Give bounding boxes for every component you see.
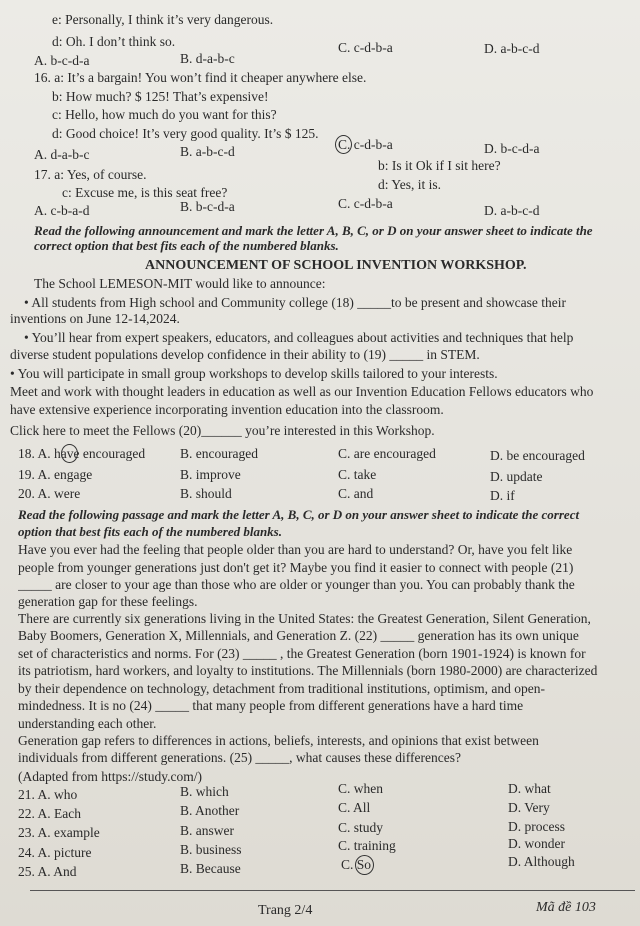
instruction-1-line-2: correct option that best fits each of the numbered blanks. — [34, 238, 339, 253]
passage-line-7: set of characteristics and norms. For (23) _____ , the Greatest Generation (born 1901-1924) is known for — [18, 646, 586, 661]
instruction-2-line-2: option that best fits each of the numbered blanks. — [18, 524, 282, 539]
q20-option-b: B. should — [180, 486, 232, 501]
q19-option-c: C. take — [338, 467, 377, 482]
page-number: Trang 2/4 — [258, 903, 313, 918]
q18-option-d: D. be encouraged — [490, 448, 585, 463]
q22-option-b: B. Another — [180, 803, 240, 818]
q21-option-d: D. what — [508, 781, 551, 796]
footer-divider — [30, 890, 635, 891]
passage-line-3: _____ are closer to your age than those who are older or younger than you. You can probably thank the — [18, 577, 575, 592]
answer-circle-mark — [335, 135, 352, 154]
dialogue-line-d: d: Oh. I don’t think so. — [52, 34, 176, 49]
q20-option-d: D. if — [490, 488, 515, 503]
q17-line-c: c: Excuse me, is this seat free? — [62, 185, 228, 200]
q15-option-a: A. b-c-d-a — [34, 53, 90, 68]
announcement-bullet-3: • You will participate in small group workshops to develop skills tailored to your interests. — [10, 366, 498, 381]
passage-line-10: mindedness. It is no (24) _____ that many people from different generations have a hard time — [18, 698, 524, 713]
q24-option-c: C. training — [338, 838, 396, 853]
passage-line-6: Baby Boomers, Generation X, Millennials, and Generation Z. (22) _____ generation has its own unique — [18, 628, 579, 643]
q16-line-b: b: How much? $ 125! That’s expensive! — [52, 89, 269, 104]
announcement-title: ANNOUNCEMENT OF SCHOOL INVENTION WORKSHOP. — [145, 258, 527, 273]
q21-option-b: B. which — [180, 784, 229, 799]
q17-line-a: 17. a: Yes, of course. — [34, 167, 147, 182]
passage-line-12: Generation gap refers to differences in actions, beliefs, interests, and opinions that exist between — [18, 733, 539, 748]
passage-line-13: individuals from different generations. (25) _____, what causes these differences? — [18, 750, 461, 765]
q16-line-a: 16. a: It’s a bargain! You won’t find it cheaper anywhere else. — [34, 70, 367, 85]
q18-option-a: 18. A. have encouraged — [18, 446, 146, 461]
q17-line-b: b: Is it Ok if I sit here? — [378, 158, 501, 173]
announcement-intro: The School LEMESON-MIT would like to announce: — [34, 276, 326, 291]
q25-option-b: B. Because — [180, 861, 241, 876]
passage-line-5: There are currently six generations living in the United States: the Greatest Generation, Silent Generation, — [18, 611, 591, 626]
announcement-bullet-1-line-1: • All students from High school and Community college (18) _____to be present and showcase their — [24, 295, 567, 310]
q23-option-b: B. answer — [180, 823, 234, 838]
announcement-para-3: Click here to meet the Fellows (20)______ you’re interested in this Workshop. — [10, 423, 435, 438]
passage-line-9: by their dependence on technology, detachment from traditional institutions, optimism, and open- — [18, 681, 546, 696]
q23-option-a: 23. A. example — [18, 825, 100, 840]
q16-option-a: A. d-a-b-c — [34, 147, 90, 162]
passage-line-11: understanding each other. — [18, 716, 157, 731]
q20-option-c: C. and — [338, 486, 374, 501]
answer-circle-mark — [61, 444, 78, 463]
announcement-bullet-2-line-2: diverse student populations develop confidence in their ability to (19) _____ in STEM. — [10, 347, 480, 362]
q16-line-c: c: Hello, how much do you want for this? — [52, 107, 277, 122]
announcement-bullet-1-line-2: inventions on June 12-14,2024. — [10, 311, 180, 326]
q22-option-c: C. All — [338, 800, 371, 815]
q18-option-b: B. encouraged — [180, 446, 258, 461]
passage-line-2: people from younger generations just don't get it? Maybe you find it easier to connect with people (21) — [18, 560, 574, 575]
q15-option-c: C. c-d-b-a — [338, 40, 393, 55]
q23-option-d: D. process — [508, 819, 565, 834]
q23-option-c: C. study — [338, 820, 384, 835]
q16-option-d: D. b-c-d-a — [484, 141, 540, 156]
passage-source: (Adapted from https://study.com/) — [18, 769, 202, 784]
q15-option-d: D. a-b-c-d — [484, 41, 540, 56]
q22-option-a: 22. A. Each — [18, 806, 81, 821]
q19-option-a: 19. A. engage — [18, 467, 93, 482]
q24-option-b: B. business — [180, 842, 242, 857]
q17-option-c: C. c-d-b-a — [338, 196, 393, 211]
q19-option-b: B. improve — [180, 467, 241, 482]
q25-option-a: 25. A. And — [18, 864, 77, 879]
q16-option-b: B. a-b-c-d — [180, 144, 235, 159]
q18-option-c: C. are encouraged — [338, 446, 436, 461]
q16-line-d: d: Good choice! It’s very good quality. It’s $ 125. — [52, 126, 319, 141]
q16-option-c: C. c-d-b-a — [338, 137, 393, 153]
dialogue-line-e: e: Personally, I think it’s very dangerous. — [52, 12, 274, 27]
q19-option-d: D. update — [490, 469, 543, 484]
q24-option-a: 24. A. picture — [18, 845, 92, 860]
q25-option-d: D. Although — [508, 854, 575, 869]
q17-line-d: d: Yes, it is. — [378, 177, 442, 192]
passage-line-4: generation gap for these feelings. — [18, 594, 198, 609]
q25-option-c: C. So — [341, 857, 371, 873]
q17-option-d: D. a-b-c-d — [484, 203, 540, 218]
announcement-para-line-2: have extensive experience incorporating invention education into the classroom. — [10, 402, 444, 417]
q24-option-d: D. wonder — [508, 836, 565, 851]
passage-line-1: Have you ever had the feeling that people older than you are hard to understand? Or, have you felt like — [18, 542, 573, 557]
q17-option-a: A. c-b-a-d — [34, 203, 90, 218]
q17-option-b: B. b-c-d-a — [180, 199, 235, 214]
q22-option-d: D. Very — [508, 800, 550, 815]
exam-code: Mã đề 103 — [536, 900, 596, 915]
answer-circle-mark — [355, 855, 374, 875]
announcement-para-line-1: Meet and work with thought leaders in education as well as our Invention Education Fellows educators who — [10, 384, 594, 399]
instruction-1-line-1: Read the following announcement and mark the letter A, B, C, or D on your answer sheet to indicate the — [34, 223, 593, 238]
q15-option-b: B. d-a-b-c — [180, 51, 235, 66]
q21-option-a: 21. A. who — [18, 787, 78, 802]
q21-option-c: C. when — [338, 781, 383, 796]
passage-line-8: its patriotism, hard workers, and loyalty to institutions. The Millennials (born 1980-2000) are characterized — [18, 663, 598, 678]
q20-option-a: 20. A. were — [18, 486, 81, 501]
announcement-bullet-2-line-1: • You’ll hear from expert speakers, educators, and colleagues about activities and techniques that help — [24, 330, 574, 345]
instruction-2-line-1: Read the following passage and mark the letter A, B, C, or D on your answer sheet to indicate the correct — [18, 507, 580, 522]
